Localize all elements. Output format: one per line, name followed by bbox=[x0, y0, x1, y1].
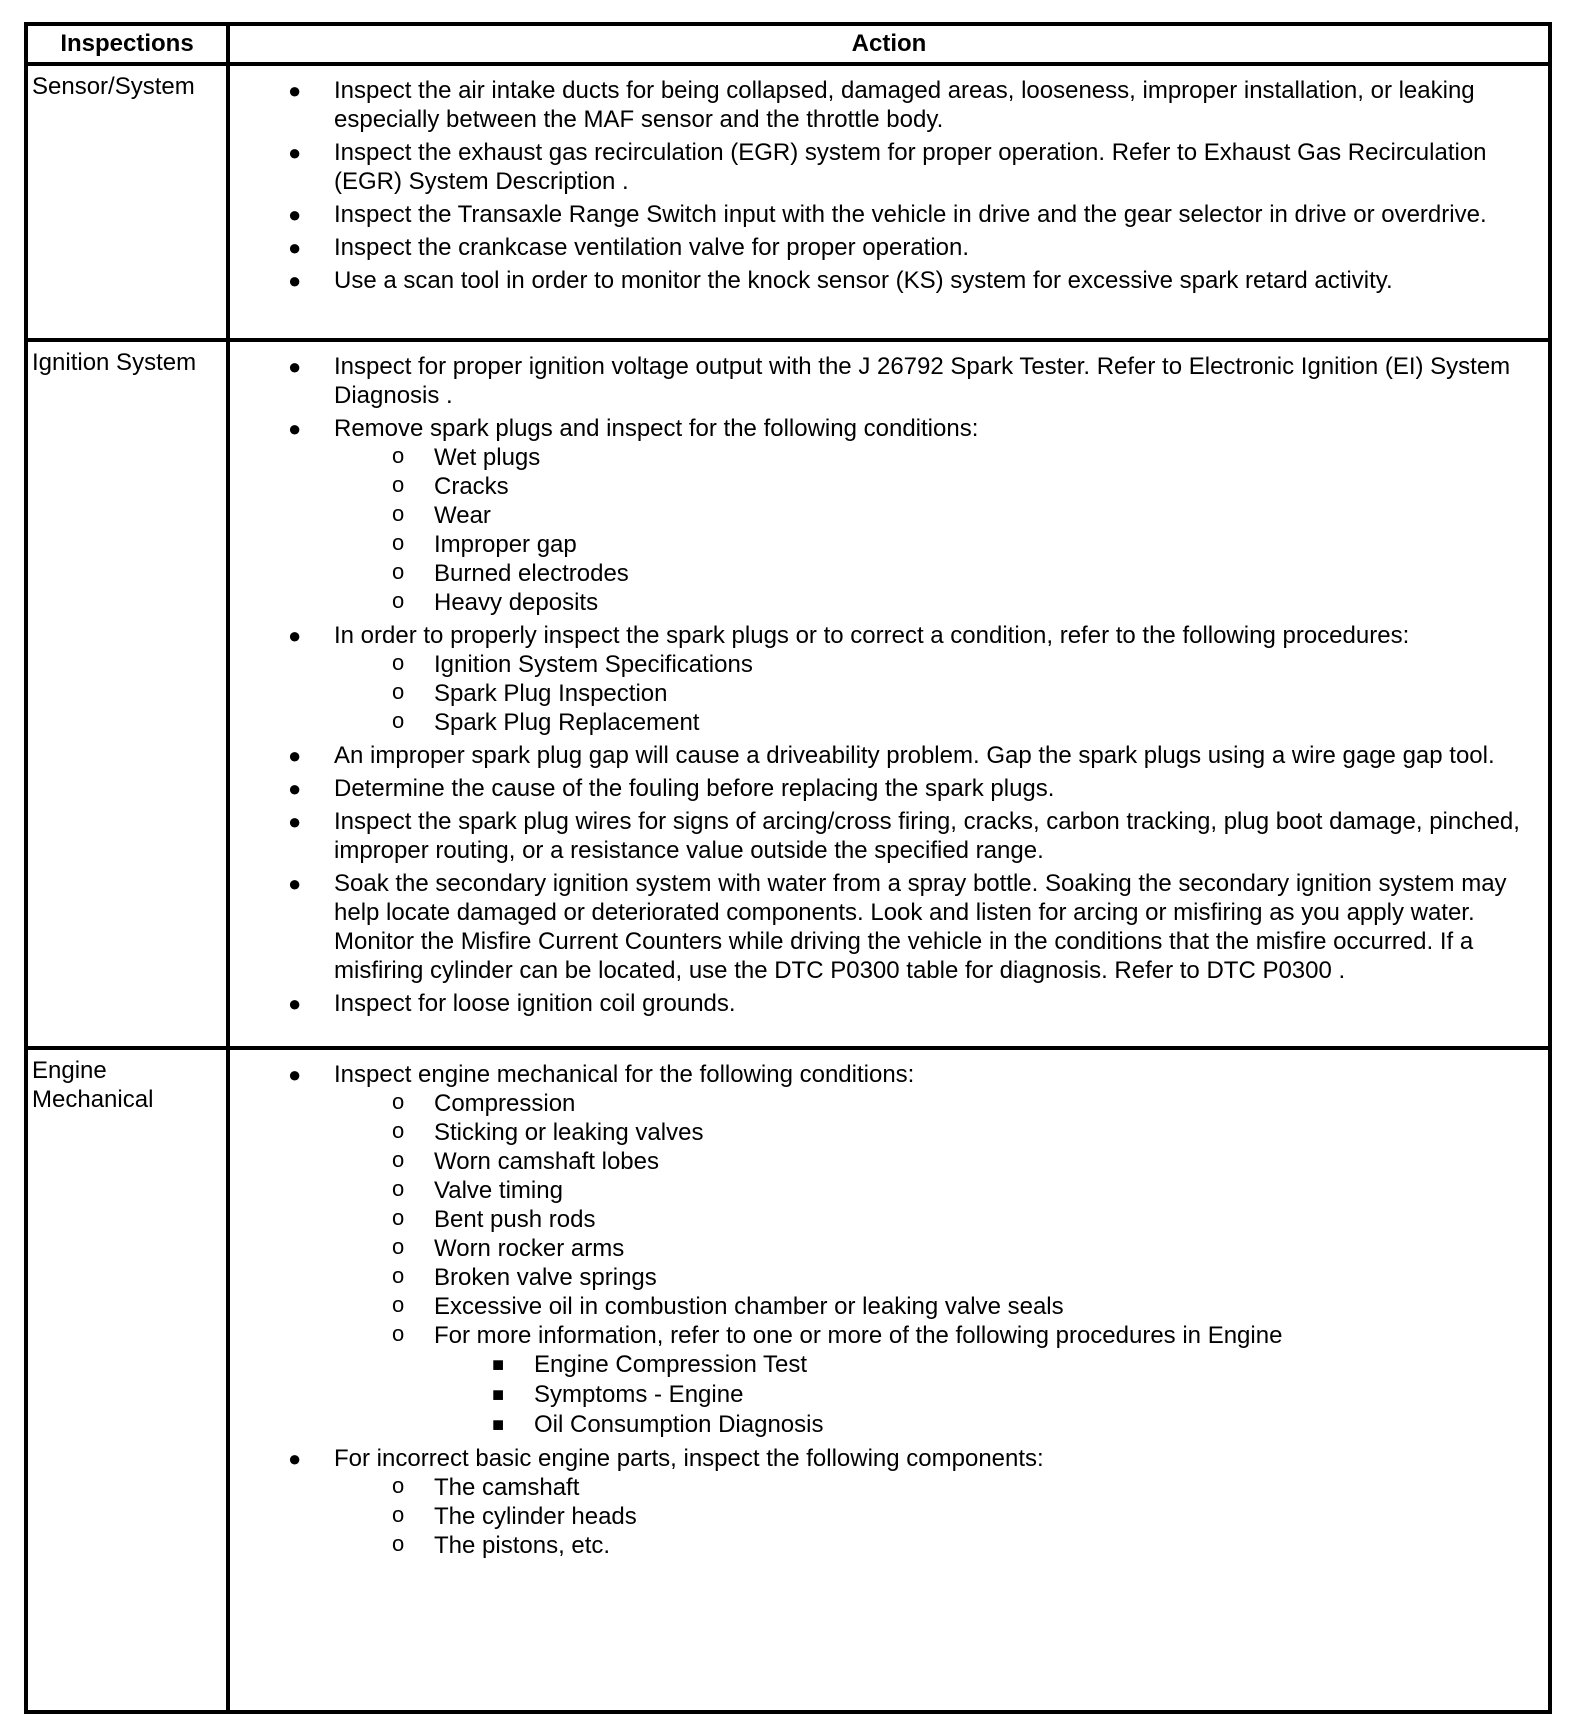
row-label: Sensor/System bbox=[32, 73, 195, 100]
row-actions bbox=[230, 342, 1548, 1018]
row-actions bbox=[230, 1050, 1548, 1560]
list-item: ● Determine the cause of the fouling before replacing the spark plugs. bbox=[288, 775, 1055, 802]
sub-item: o Bent push rods bbox=[392, 1205, 596, 1233]
list-item: ● Remove spark plugs and inspect for the following conditions: bbox=[288, 415, 979, 442]
sub-item: o Excessive oil in combustion chamber or leaking valve seals bbox=[392, 1292, 1064, 1320]
header-action: Action bbox=[230, 26, 1548, 66]
sub-item: o Worn camshaft lobes bbox=[392, 1147, 659, 1175]
inspection-table bbox=[24, 22, 1552, 1714]
sub-item: o Cracks bbox=[392, 472, 509, 500]
sub-item: o Ignition System Specifications bbox=[392, 650, 753, 678]
row-engine-mechanical bbox=[28, 1050, 1548, 1710]
list-item: ● Inspect the air intake ducts for being collapsed, damaged areas, looseness, improper installation, or leaking especially between the MAF sensor and the throttle body. bbox=[288, 77, 1475, 133]
row-actions bbox=[230, 66, 1548, 295]
sub-sub-item: ■ Engine Compression Test bbox=[492, 1351, 808, 1378]
sub-item: o The cylinder heads bbox=[392, 1502, 637, 1530]
header-inspections: Inspections bbox=[28, 26, 226, 66]
row-label: Engine Mechanical bbox=[32, 1057, 154, 1113]
sub-item: o Spark Plug Replacement bbox=[392, 708, 700, 736]
sub-item: o Spark Plug Inspection bbox=[392, 679, 668, 707]
sub-item: o For more information, refer to one or more of the following procedures in Engine bbox=[392, 1321, 1283, 1349]
sub-item: o Wear bbox=[392, 501, 491, 529]
sub-item: o Heavy deposits bbox=[392, 588, 599, 616]
sub-item: o Broken valve springs bbox=[392, 1263, 657, 1291]
list-item: ● In order to properly inspect the spark plugs or to correct a condition, refer to the following procedures: bbox=[288, 622, 1410, 649]
list-item: ● Inspect the exhaust gas recirculation (EGR) system for proper operation. Refer to Exhaust Gas Recirculation (EGR) System Description . bbox=[288, 139, 1487, 195]
list-item: ● Inspect the Transaxle Range Switch input with the vehicle in drive and the gear selector in drive or overdrive. bbox=[288, 201, 1487, 228]
sub-sub-item: ■ Symptoms - Engine bbox=[492, 1381, 744, 1408]
list-item: ● Inspect for loose ignition coil grounds. bbox=[288, 990, 736, 1017]
sub-item: o The camshaft bbox=[392, 1473, 580, 1501]
sub-item: o Improper gap bbox=[392, 530, 577, 558]
sub-item: o Worn rocker arms bbox=[392, 1234, 625, 1262]
sub-item: o Valve timing bbox=[392, 1176, 563, 1204]
list-item: ● Soak the secondary ignition system with water from a spray bottle. Soaking the secondary ignition system may help locate damaged or deteriorated components. Look and listen for arcing or misfiring as you apply water. Monitor the Misfire Current Counters while driving the vehicle in the conditions that the misfire occurred. If a misfiring cylinder can be located, use the DTC P0300 table for diagnosis. Refer to DTC P0300 . bbox=[288, 870, 1507, 984]
list-item: ● For incorrect basic engine parts, inspect the following components: bbox=[288, 1445, 1044, 1472]
sub-item: o Wet plugs bbox=[392, 443, 541, 471]
sub-item: o Sticking or leaking valves bbox=[392, 1118, 704, 1146]
row-sensor-system bbox=[28, 66, 1548, 342]
list-item: ● Inspect the crankcase ventilation valve for proper operation. bbox=[288, 234, 970, 261]
sub-item: o Compression bbox=[392, 1089, 576, 1117]
row-label: Ignition System bbox=[32, 349, 197, 376]
list-item: ● Use a scan tool in order to monitor the knock sensor (KS) system for excessive spark retard activity. bbox=[288, 267, 1393, 294]
sub-item: o Burned electrodes bbox=[392, 559, 629, 587]
list-item: ● Inspect engine mechanical for the following conditions: bbox=[288, 1061, 915, 1088]
sub-item: o The pistons, etc. bbox=[392, 1531, 611, 1559]
row-ignition-system bbox=[28, 342, 1548, 1050]
sub-sub-item: ■ Oil Consumption Diagnosis bbox=[492, 1411, 824, 1438]
list-item: ● Inspect the spark plug wires for signs of arcing/cross firing, cracks, carbon tracking, plug boot damage, pinched, improper routing, or a resistance value outside the specified range. bbox=[288, 808, 1520, 864]
list-item: ● Inspect for proper ignition voltage output with the J 26792 Spark Tester. Refer to Electronic Ignition (EI) System Diagnosis . bbox=[288, 353, 1511, 409]
list-item: ● An improper spark plug gap will cause a driveability problem. Gap the spark plugs using a wire gage gap tool. bbox=[288, 742, 1495, 769]
